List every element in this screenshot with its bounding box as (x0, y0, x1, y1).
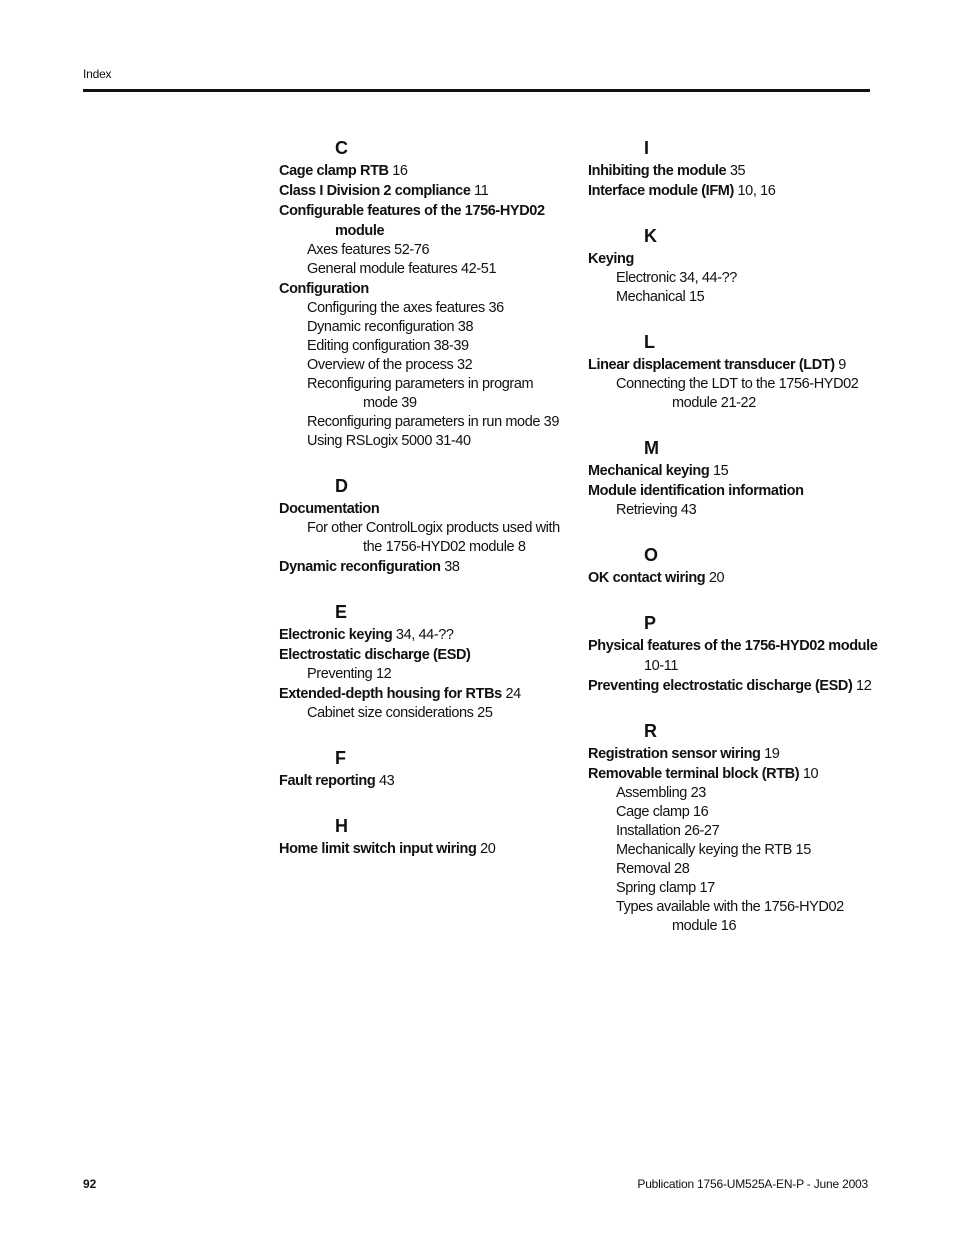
index-entry (588, 355, 878, 375)
section-letter: I (644, 138, 649, 158)
index-pages: 20 (476, 841, 496, 857)
index-entry (279, 839, 569, 859)
index-section (588, 223, 878, 307)
index-pages: 12 (852, 678, 872, 694)
index-term: Configurable features of the 1756-HYD02 module (279, 203, 545, 239)
index-entry (279, 279, 569, 299)
index-subentry: Preventing 12 (307, 666, 392, 682)
index-entry (588, 744, 878, 764)
index-pages: 43 (375, 773, 395, 789)
index-term: OK contact wiring (588, 570, 706, 586)
header-rule (83, 89, 870, 92)
index-term: Keying (588, 251, 634, 267)
index-pages: 15 (709, 463, 729, 479)
index-subentry: Axes features 52-76 (307, 242, 430, 258)
index-entry (279, 181, 569, 201)
index-subentry: Cage clamp 16 (616, 804, 709, 820)
section-letter: L (644, 332, 655, 352)
index-subentry: Reconfiguring parameters in program mode 39 (307, 376, 534, 411)
index-entry (279, 645, 569, 665)
index-term: Fault reporting (279, 773, 376, 789)
section-letter: H (335, 816, 348, 836)
index-subentry: For other ControlLogix products used with the 1756-HYD02 module 8 (307, 520, 560, 555)
index-subentry: Cabinet size considerations 25 (307, 705, 493, 721)
section-letter: E (335, 602, 347, 622)
index-entry (279, 499, 569, 519)
index-column-right (588, 135, 878, 958)
index-term: Module identification information (588, 483, 804, 499)
page-number: 92 (83, 1177, 97, 1191)
index-section (279, 135, 569, 451)
index-term: Electronic keying (279, 627, 393, 643)
index-entry (588, 461, 878, 481)
page-header-label: Index (83, 67, 112, 81)
index-subentry: General module features 42-51 (307, 261, 497, 277)
index-entry (279, 771, 569, 791)
index-term: Preventing electrostatic discharge (ESD) (588, 678, 853, 694)
index-pages: 34, 44-?? (392, 627, 454, 643)
index-subentry: Overview of the process 32 (307, 357, 473, 373)
index-section (279, 599, 569, 723)
index-pages: 16 (388, 163, 408, 179)
index-term: Interface module (IFM) (588, 183, 734, 199)
index-term: Registration sensor wiring (588, 746, 761, 762)
index-term: Home limit switch input wiring (279, 841, 477, 857)
index-term: Cage clamp RTB (279, 163, 389, 179)
section-letter: R (644, 721, 657, 741)
index-pages: 35 (726, 163, 746, 179)
index-entry (279, 557, 569, 577)
index-entry (279, 161, 569, 181)
index-entry (588, 181, 878, 201)
index-subentry: Spring clamp 17 (616, 880, 715, 896)
section-letter: P (644, 613, 656, 633)
index-term: Dynamic reconfiguration (279, 559, 441, 575)
index-pages: 10-11 (644, 658, 679, 674)
index-subentry: Editing configuration 38-39 (307, 338, 469, 354)
index-term: Inhibiting the module (588, 163, 727, 179)
index-section (588, 435, 878, 520)
index-entry (588, 249, 878, 269)
section-letter: D (335, 476, 348, 496)
section-letter: M (644, 438, 659, 458)
index-entry (279, 684, 569, 704)
index-entry (588, 568, 878, 588)
index-section (588, 718, 878, 936)
section-letter: F (335, 748, 346, 768)
index-subentry: Mechanically keying the RTB 15 (616, 842, 811, 858)
index-pages: 10 (799, 766, 819, 782)
index-subentry: Mechanical 15 (616, 289, 705, 305)
index-section (588, 135, 878, 201)
index-subentry: Removal 28 (616, 861, 690, 877)
index-subentry: Installation 26-27 (616, 823, 720, 839)
index-subentry: Retrieving 43 (616, 502, 697, 518)
index-subentry: Electronic 34, 44-?? (616, 270, 737, 286)
index-term: Removable terminal block (RTB) (588, 766, 800, 782)
index-pages: 10, 16 (733, 183, 776, 199)
index-section (279, 813, 569, 859)
index-term: Documentation (279, 501, 380, 517)
index-entry (279, 201, 569, 241)
index-subentry: Connecting the LDT to the 1756-HYD02 module 21-22 (616, 376, 859, 411)
index-pages: 9 (834, 357, 846, 373)
index-term: Physical features of the 1756-HYD02 module (588, 638, 878, 654)
index-term: Configuration (279, 281, 369, 297)
index-entry (588, 636, 878, 676)
index-entry (279, 625, 569, 645)
publication-info: Publication 1756-UM525A-EN-P - June 2003 (637, 1177, 868, 1191)
index-term: Linear displacement transducer (LDT) (588, 357, 835, 373)
index-entry (588, 161, 878, 181)
index-pages: 11 (470, 183, 489, 199)
index-section (279, 745, 569, 791)
section-letter: C (335, 138, 348, 158)
index-column-left (279, 135, 569, 881)
section-letter: K (644, 226, 657, 246)
index-section (588, 542, 878, 588)
index-term: Mechanical keying (588, 463, 710, 479)
index-entry (588, 481, 878, 501)
section-letter: O (644, 545, 658, 565)
index-section (588, 329, 878, 413)
index-pages: 19 (760, 746, 780, 762)
index-subentry: Dynamic reconfiguration 38 (307, 319, 474, 335)
index-subentry: Configuring the axes features 36 (307, 300, 504, 316)
index-entry (588, 764, 878, 784)
index-section (279, 473, 569, 577)
index-subentry: Types available with the 1756-HYD02 module 16 (616, 899, 844, 934)
index-term: Electrostatic discharge (ESD) (279, 647, 471, 663)
index-pages: 24 (501, 686, 521, 702)
index-pages: 20 (705, 570, 725, 586)
index-term: Extended-depth housing for RTBs (279, 686, 502, 702)
index-subentry: Assembling 23 (616, 785, 706, 801)
index-subentry: Using RSLogix 5000 31-40 (307, 433, 471, 449)
index-section (588, 610, 878, 696)
index-entry (588, 676, 878, 696)
index-subentry: Reconfiguring parameters in run mode 39 (307, 414, 559, 430)
index-term: Class I Division 2 compliance (279, 183, 471, 199)
index-pages: 38 (440, 559, 460, 575)
